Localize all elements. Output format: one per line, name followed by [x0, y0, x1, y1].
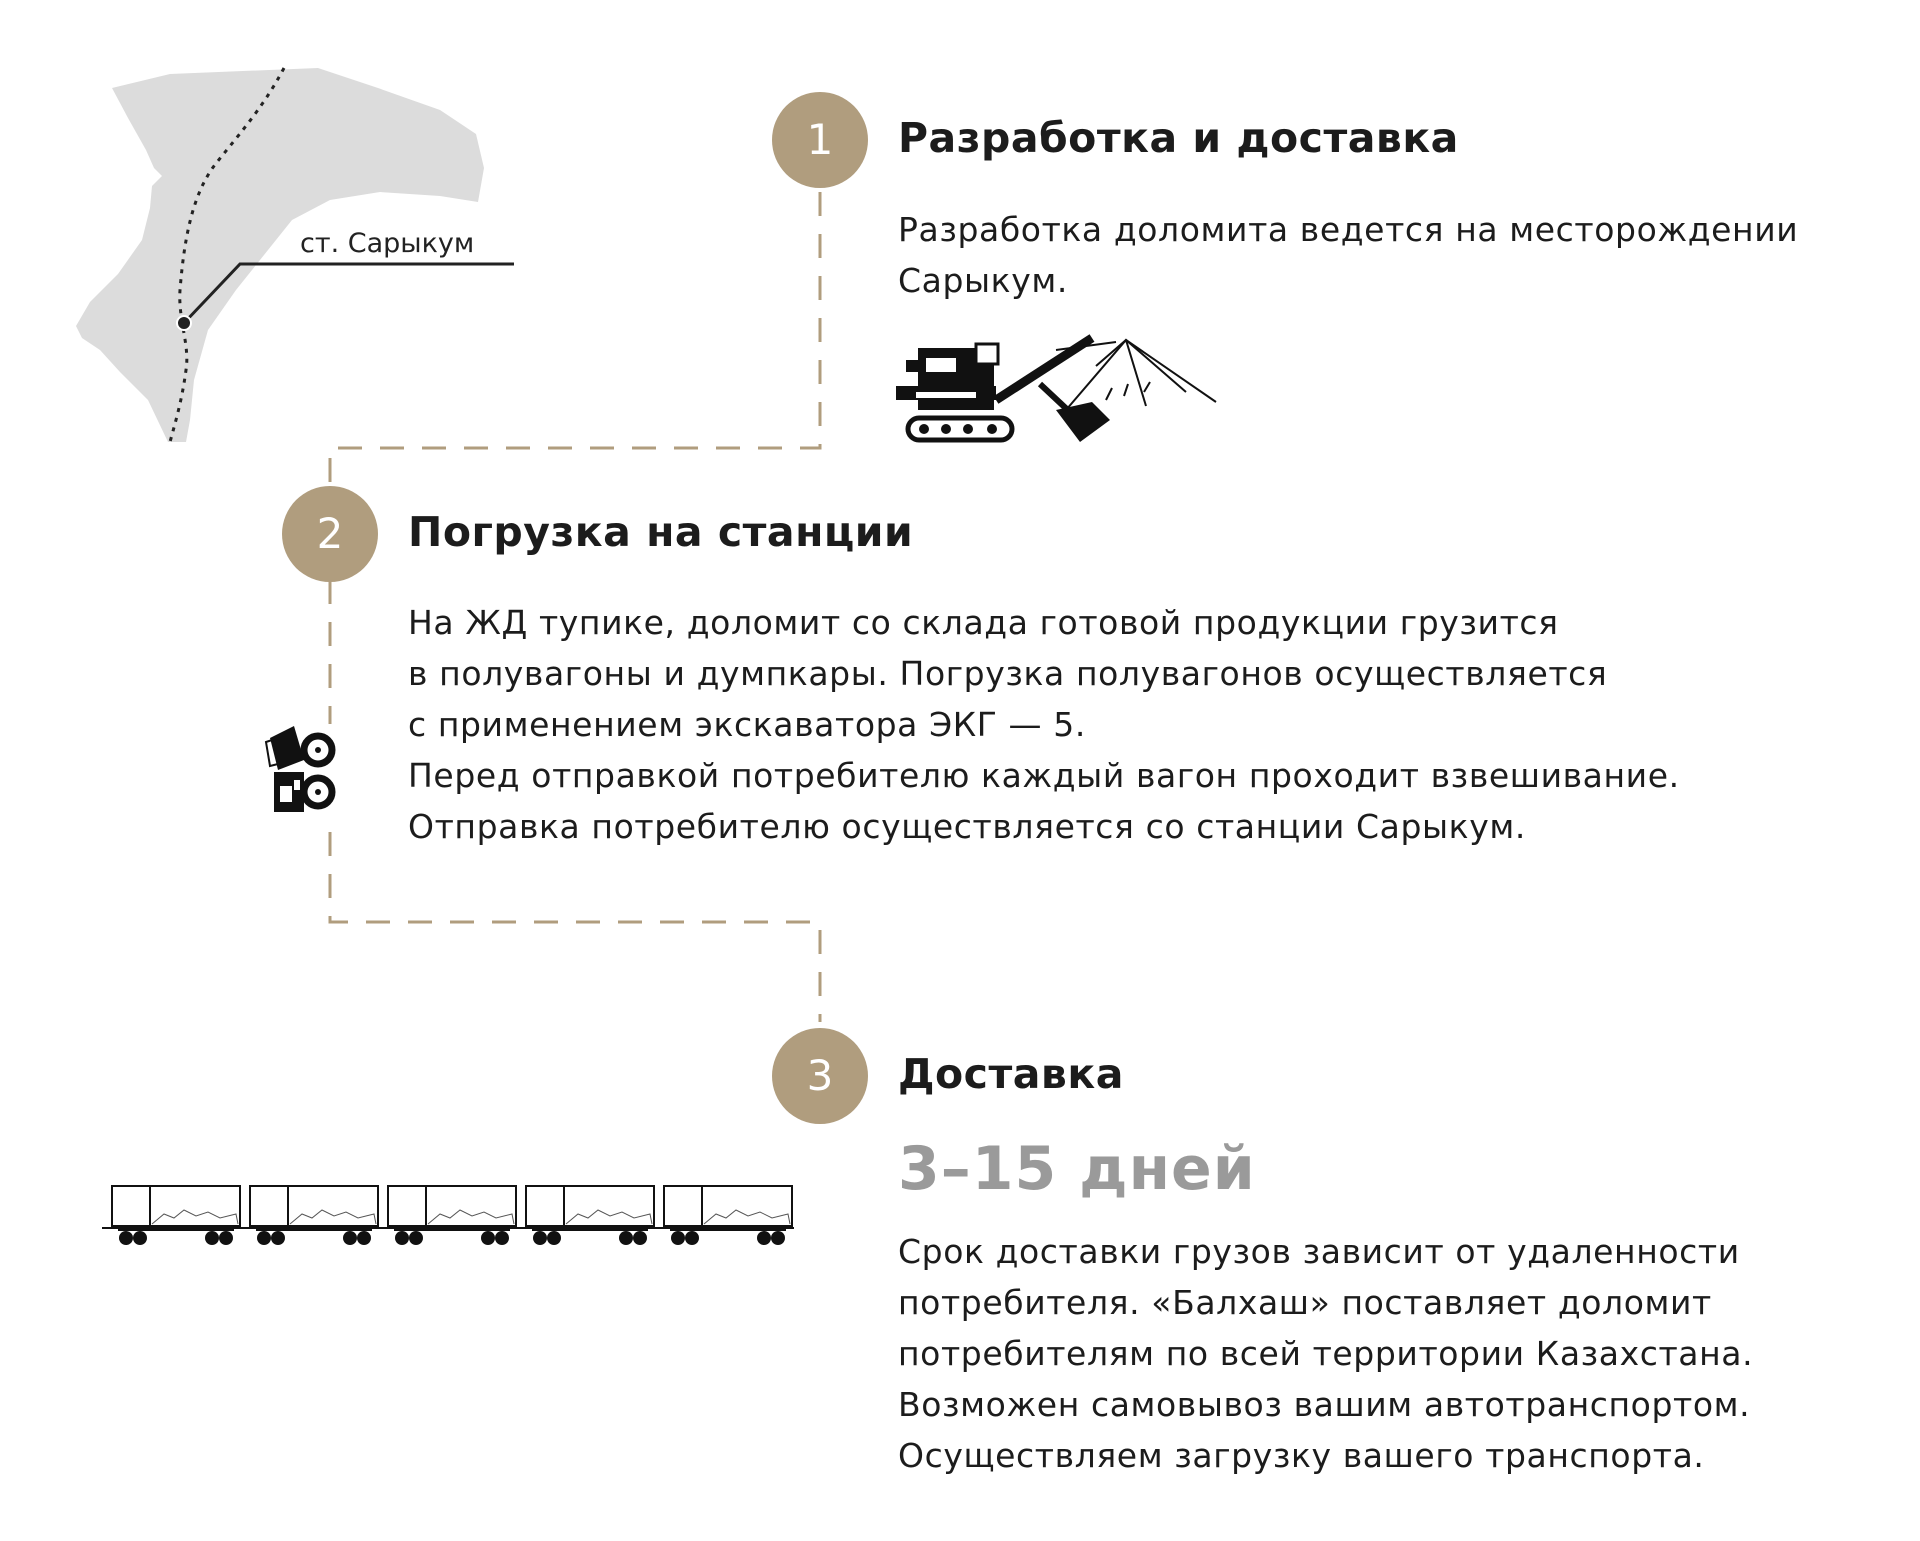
step-2-line: Отправка потребителю осуществляется со станции Сарыкум. [408, 807, 1526, 846]
step-1-line: Сарыкум. [898, 261, 1068, 300]
step-1-line: Разработка доломита ведется на месторождении [898, 210, 1799, 249]
wagon-wheel [547, 1231, 561, 1245]
step-3-line: Осуществляем загрузку вашего транспорта. [898, 1436, 1705, 1475]
station-label: ст. Сарыкум [300, 228, 475, 259]
step-2-description [408, 597, 1680, 852]
wagon-wheel [257, 1231, 271, 1245]
step-3-title: Доставка [898, 1050, 1124, 1098]
wagon-wheel [119, 1231, 133, 1245]
wagon-wheel [343, 1231, 357, 1245]
wagon-wheel [771, 1231, 785, 1245]
step-2-number-badge: 2 [282, 486, 378, 582]
step-3-description [898, 1226, 1753, 1481]
step-1-number-badge: 1 [772, 92, 868, 188]
step-2-line: в полувагоны и думпкары. Погрузка полувагонов осуществляется [408, 654, 1608, 693]
step-3-line: Срок доставки грузов зависит от удаленности [898, 1232, 1740, 1271]
region-map [0, 0, 560, 460]
step-3-number-badge: 3 [772, 1028, 868, 1124]
wagon-wheel [619, 1231, 633, 1245]
step-3-line: Возможен самовывоз вашим автотранспортом. [898, 1385, 1751, 1424]
train-wagon [388, 1186, 516, 1245]
freight-train-icon [100, 1182, 800, 1252]
wagon-wheel [271, 1231, 285, 1245]
wagon-wheel [409, 1231, 423, 1245]
wagon-wheel [495, 1231, 509, 1245]
step-3-line: потребителя. «Балхаш» поставляет доломит [898, 1283, 1712, 1322]
wagon-wheel [685, 1231, 699, 1245]
wagon-wheel [481, 1231, 495, 1245]
train-wagon [664, 1186, 792, 1245]
dump-truck-icon [264, 724, 336, 816]
train-wagon [112, 1186, 240, 1245]
station-marker [177, 316, 191, 330]
wagon-wheel [205, 1231, 219, 1245]
step-1-description [898, 204, 1798, 306]
wagon-wheel [395, 1231, 409, 1245]
wagon-wheel [357, 1231, 371, 1245]
step-2-line: На ЖД тупике, доломит со склада готовой продукции грузится [408, 603, 1559, 642]
wagon-wheel [633, 1231, 647, 1245]
step-2-line: Перед отправкой потребителю каждый вагон проходит взвешивание. [408, 756, 1680, 795]
train-wagon [526, 1186, 654, 1245]
wagon-wheel [757, 1231, 771, 1245]
wagon-wheel [533, 1231, 547, 1245]
train-wagon [250, 1186, 378, 1245]
step-2-line: с применением экскаватора ЭКГ — 5. [408, 705, 1086, 744]
excavator-mine-icon [896, 330, 1226, 450]
step-1-title: Разработка и доставка [898, 114, 1459, 162]
wagon-wheel [133, 1231, 147, 1245]
step-2-title: Погрузка на станции [408, 508, 914, 556]
delivery-duration: 3–15 дней [898, 1134, 1256, 1204]
wagon-wheel [219, 1231, 233, 1245]
step-3-line: потребителям по всей территории Казахстана. [898, 1334, 1754, 1373]
wagon-wheel [671, 1231, 685, 1245]
